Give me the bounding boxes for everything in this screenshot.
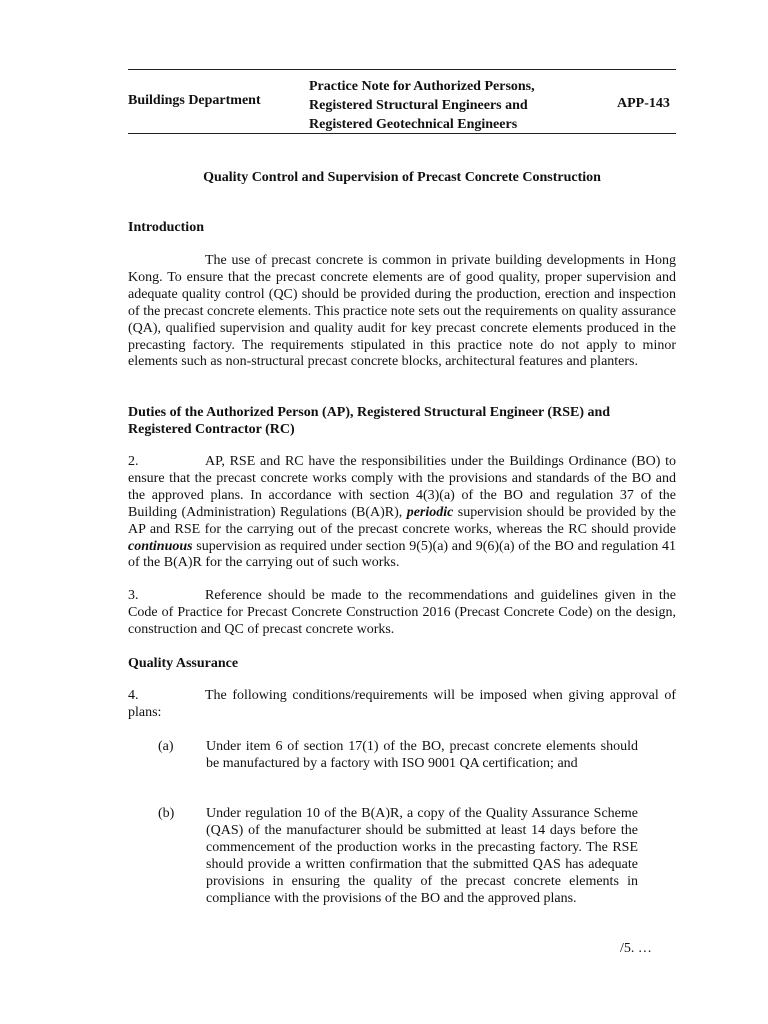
paragraph-2-text-a: AP, RSE and RC have the responsibilities under the Buildings Ordinance (BO) to ensure that the precast concrete works comply with the provisions and standards of the BO and the approved plans. In accordance with section 4(3)(a) of the BO and regulation 37 of the Building (Administration) Regulations (B(A)R),	[128, 454, 676, 520]
emphasis-periodic: periodic	[406, 504, 454, 520]
quality-assurance-heading: Quality Assurance	[128, 656, 239, 671]
paragraph-number: 4.	[128, 688, 139, 703]
practice-note-line: Practice Note for Authorized Persons,	[309, 79, 535, 94]
document-title: Quality Control and Supervision of Precast Concrete Construction	[203, 170, 601, 185]
paragraph-number: 2.	[128, 454, 139, 469]
paragraph-2	[128, 454, 676, 572]
list-item-text: Under item 6 of section 17(1) of the BO, precast concrete elements should be manufactured by a factory with ISO 9001 QA certification; and	[206, 739, 638, 771]
paragraph-4	[128, 688, 676, 722]
emphasis-continuous: continuous	[128, 538, 193, 554]
duties-heading: Duties of the Authorized Person (AP), Registered Structural Engineer (RSE) and Registered Contractor (RC)	[128, 405, 611, 437]
introduction-paragraph	[128, 253, 676, 371]
practice-note-heading	[309, 77, 589, 134]
paragraph-3	[128, 588, 676, 639]
introduction-text: The use of precast concrete is common in private building developments in Hong Kong. To ensure that the precast concrete elements are of good quality, proper supervision and adequate quality control (QC) should be provided during the production, erection and inspection of the precast concrete elements. This practice note sets out the requirements on quality assurance (QA), qualified supervision and quality audit for key precast concrete elements produced in the precasting factory. The requirements stipulated in this practice note do not apply to minor elements such as non-structural precast concrete blocks, architectural features and planters.	[128, 253, 676, 370]
practice-note-line: Registered Structural Engineers and	[309, 98, 528, 113]
list-item-b	[158, 806, 638, 907]
list-item-text: Under regulation 10 of the B(A)R, a copy of the Quality Assurance Scheme (QAS) of the manufacturer should be submitted at least 14 days before the commencement of the production works in the precasting factory. The RSE should provide a written confirmation that the submitted QAS has adequate provisions in ensuring the quality of the precast concrete elements in compliance with the provisions of the BO and the approved plans.	[206, 806, 638, 906]
department-name: Buildings Department	[128, 93, 261, 108]
introduction-heading: Introduction	[128, 220, 204, 235]
paragraph-2-text-b: supervision should be provided by the AP and RSE for the carrying out of the precast concrete works, whereas the RC should provide	[128, 504, 676, 537]
list-item-a	[158, 739, 638, 773]
list-item-label: (a)	[158, 739, 174, 754]
list-item-label: (b)	[158, 806, 175, 821]
document-code: APP-143	[617, 96, 670, 111]
page-continuation: /5. …	[620, 941, 652, 956]
header-bottom-rule	[128, 133, 676, 134]
paragraph-2-text-c: supervision as required under section 9(5)(a) and 9(6)(a) of the BO and regulation 41 of the B(A)R for the carrying out of such works.	[128, 538, 676, 571]
header-top-rule	[128, 69, 676, 70]
paragraph-3-text: Reference should be made to the recommendations and guidelines given in the Code of Practice for Precast Concrete Construction 2016 (Precast Concrete Code) on the design, construction and QC of precast concrete works.	[128, 588, 676, 637]
paragraph-number: 3.	[128, 588, 139, 603]
practice-note-line: Registered Geotechnical Engineers	[309, 117, 518, 132]
paragraph-4-text: The following conditions/requirements will be imposed when giving approval of plans:	[128, 688, 676, 720]
